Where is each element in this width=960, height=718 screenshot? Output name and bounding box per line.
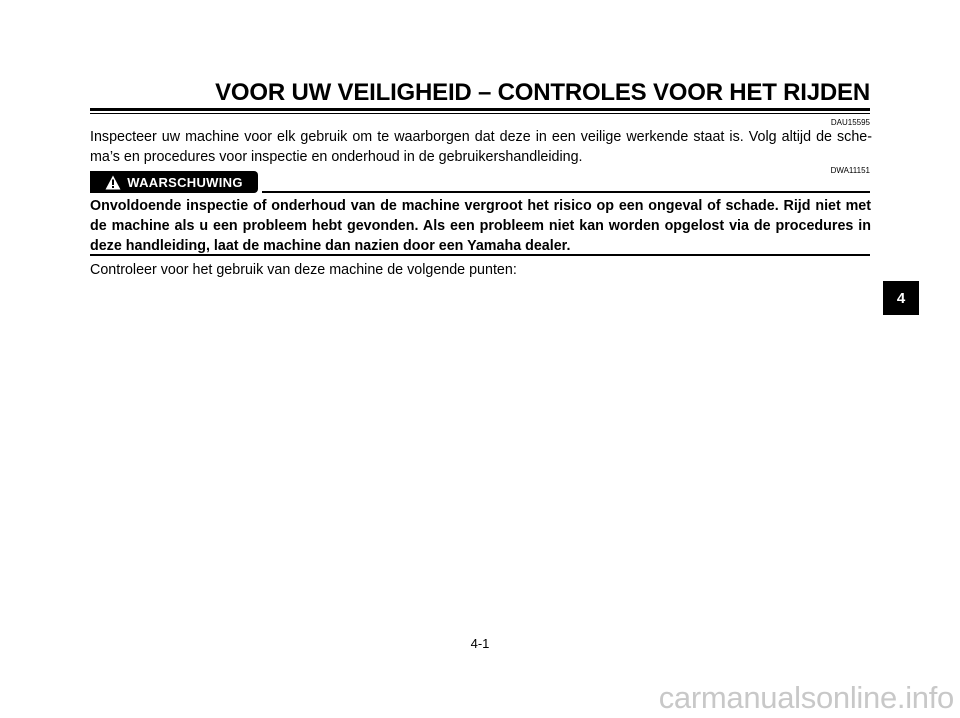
warning-rule-top bbox=[262, 191, 870, 193]
title-rule-thin bbox=[90, 113, 870, 114]
warning-rule-bottom bbox=[90, 254, 870, 256]
page-number: 4-1 bbox=[470, 636, 490, 651]
page-title: VOOR UW VEILIGHEID – CONTROLES VOOR HET RIJDEN bbox=[215, 79, 870, 106]
warning-badge bbox=[90, 171, 258, 193]
warning-triangle-icon bbox=[105, 175, 121, 190]
chapter-tab: 4 bbox=[883, 281, 919, 315]
watermark: carmanualsonline.info bbox=[658, 680, 954, 715]
intro-reference-code: DAU15595 bbox=[830, 118, 870, 127]
warning-label: WAARSCHUWING bbox=[127, 174, 243, 190]
intro-paragraph: Inspecteer uw machine voor elk gebruik om te waarborgen dat deze in een veilige werkende staat is. Volg altijd de schema’s en procedures voor inspectie en onderhoud in de gebruikershandleiding. bbox=[90, 129, 872, 165]
warning-reference-code: DWA11151 bbox=[830, 166, 870, 175]
title-rule-thick bbox=[90, 108, 870, 111]
warning-text: Onvoldoende inspectie of onderhoud van de machine vergroot het risico op een ongeval of schade. Rijd niet met de machine als u een probleem hebt gevonden. Als een probleem niet kan worden opgelost via de procedures in deze handleiding, laat de machine dan nazien door een Yamaha dealer. bbox=[90, 198, 871, 254]
checklist-intro: Controleer voor het gebruik van deze machine de volgende punten: bbox=[90, 262, 517, 278]
